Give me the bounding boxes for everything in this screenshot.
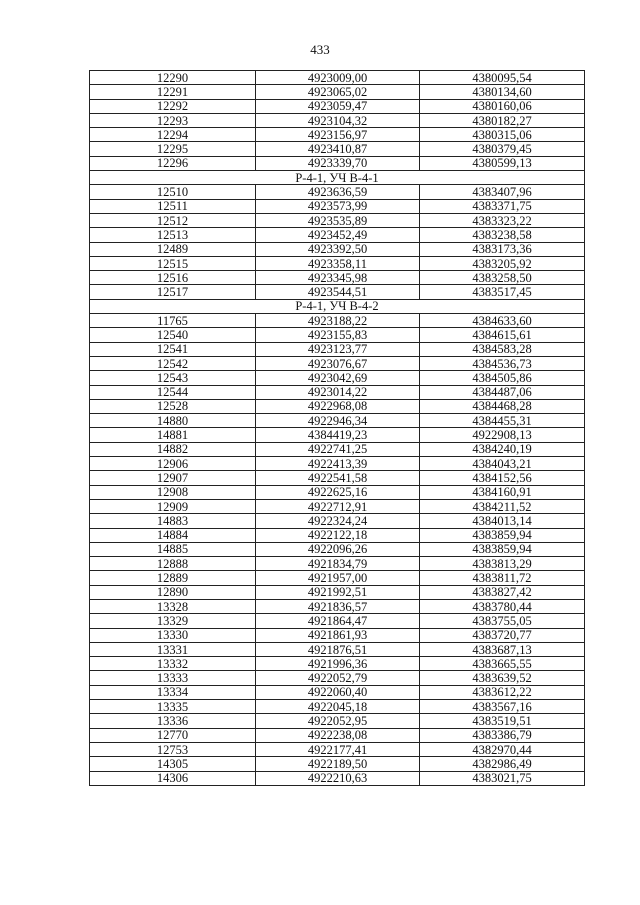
point-number-cell: 13335: [90, 700, 256, 714]
point-number-cell: 12294: [90, 128, 256, 142]
point-number-cell: 12296: [90, 156, 256, 170]
point-number-cell: 14880: [90, 414, 256, 428]
y-coordinate-cell: 4383258,50: [420, 271, 585, 285]
y-coordinate-cell: 4383780,44: [420, 599, 585, 613]
y-coordinate-cell: 4380160,06: [420, 99, 585, 113]
y-coordinate-cell: 4383517,45: [420, 285, 585, 299]
table-row: [90, 385, 585, 399]
x-coordinate-cell: 4922060,40: [256, 685, 420, 699]
y-coordinate-cell: 4383811,72: [420, 571, 585, 585]
x-coordinate-cell: 4922238,08: [256, 728, 420, 742]
x-coordinate-cell: 4922096,26: [256, 542, 420, 556]
y-coordinate-cell: 4384505,86: [420, 371, 585, 385]
table-row: [90, 314, 585, 328]
point-number-cell: 12512: [90, 213, 256, 227]
x-coordinate-cell: 4922968,08: [256, 399, 420, 413]
table-row: [90, 256, 585, 270]
y-coordinate-cell: 4383612,22: [420, 685, 585, 699]
x-coordinate-cell: 4923392,50: [256, 242, 420, 256]
y-coordinate-cell: 4384211,52: [420, 499, 585, 513]
point-number-cell: 12888: [90, 557, 256, 571]
y-coordinate-cell: 4384160,91: [420, 485, 585, 499]
table-row: [90, 614, 585, 628]
y-coordinate-cell: 4384633,60: [420, 314, 585, 328]
y-coordinate-cell: 4384455,31: [420, 414, 585, 428]
y-coordinate-cell: 4384536,73: [420, 356, 585, 370]
point-number-cell: 12290: [90, 71, 256, 85]
section-header-row: [90, 171, 585, 185]
page-number: 433: [310, 42, 330, 57]
table-row: [90, 371, 585, 385]
x-coordinate-cell: 4922052,79: [256, 671, 420, 685]
coordinates-table-body: [90, 71, 585, 786]
point-number-cell: 12293: [90, 113, 256, 127]
table-row: [90, 442, 585, 456]
x-coordinate-cell: 4923104,32: [256, 113, 420, 127]
point-number-cell: 12890: [90, 585, 256, 599]
x-coordinate-cell: 4923535,89: [256, 213, 420, 227]
y-coordinate-cell: 4383386,79: [420, 728, 585, 742]
x-coordinate-cell: 4923156,97: [256, 128, 420, 142]
x-coordinate-cell: 4923573,99: [256, 199, 420, 213]
table-row: [90, 657, 585, 671]
y-coordinate-cell: 4383827,42: [420, 585, 585, 599]
x-coordinate-cell: 4921864,47: [256, 614, 420, 628]
y-coordinate-cell: 4384615,61: [420, 328, 585, 342]
table-row: [90, 399, 585, 413]
x-coordinate-cell: 4923345,98: [256, 271, 420, 285]
point-number-cell: 12770: [90, 728, 256, 742]
point-number-cell: 13329: [90, 614, 256, 628]
table-row: [90, 700, 585, 714]
table-row: [90, 142, 585, 156]
point-number-cell: 11765: [90, 314, 256, 328]
table-row: [90, 342, 585, 356]
x-coordinate-cell: 4923358,11: [256, 256, 420, 270]
x-coordinate-cell: 4922052,95: [256, 714, 420, 728]
point-number-cell: 12908: [90, 485, 256, 499]
table-row: [90, 528, 585, 542]
table-row: [90, 514, 585, 528]
table-row: [90, 757, 585, 771]
x-coordinate-cell: 4922741,25: [256, 442, 420, 456]
point-number-cell: 12515: [90, 256, 256, 270]
x-coordinate-cell: 4922045,18: [256, 700, 420, 714]
table-row: [90, 742, 585, 756]
x-coordinate-cell: 4922946,34: [256, 414, 420, 428]
y-coordinate-cell: 4384468,28: [420, 399, 585, 413]
y-coordinate-cell: 4382986,49: [420, 757, 585, 771]
table-row: [90, 671, 585, 685]
point-number-cell: 14881: [90, 428, 256, 442]
x-coordinate-cell: 4923059,47: [256, 99, 420, 113]
point-number-cell: 12510: [90, 185, 256, 199]
section-title: Р-4-1, УЧ В-4-2: [90, 299, 585, 313]
x-coordinate-cell: 4923410,87: [256, 142, 420, 156]
table-row: [90, 156, 585, 170]
y-coordinate-cell: 4380379,45: [420, 142, 585, 156]
x-coordinate-cell: 4921834,79: [256, 557, 420, 571]
y-coordinate-cell: 4380095,54: [420, 71, 585, 85]
table-row: [90, 99, 585, 113]
x-coordinate-cell: 4922122,18: [256, 528, 420, 542]
x-coordinate-cell: 4923065,02: [256, 85, 420, 99]
coordinates-table: [89, 70, 585, 786]
point-number-cell: 12511: [90, 199, 256, 213]
x-coordinate-cell: 4923123,77: [256, 342, 420, 356]
point-number-cell: 12543: [90, 371, 256, 385]
table-row: [90, 457, 585, 471]
point-number-cell: 12517: [90, 285, 256, 299]
y-coordinate-cell: 4383205,92: [420, 256, 585, 270]
y-coordinate-cell: 4380599,13: [420, 156, 585, 170]
table-row: [90, 242, 585, 256]
table-row: [90, 557, 585, 571]
point-number-cell: 12292: [90, 99, 256, 113]
y-coordinate-cell: 4383859,94: [420, 528, 585, 542]
point-number-cell: 12889: [90, 571, 256, 585]
x-coordinate-cell: 4921861,93: [256, 628, 420, 642]
y-coordinate-cell: 4383813,29: [420, 557, 585, 571]
table-row: [90, 414, 585, 428]
point-number-cell: 12906: [90, 457, 256, 471]
table-row: [90, 228, 585, 242]
table-row: [90, 571, 585, 585]
table-row: [90, 128, 585, 142]
point-number-cell: 14884: [90, 528, 256, 542]
point-number-cell: 12291: [90, 85, 256, 99]
table-row: [90, 199, 585, 213]
point-number-cell: 14883: [90, 514, 256, 528]
y-coordinate-cell: 4380182,27: [420, 113, 585, 127]
y-coordinate-cell: 4383407,96: [420, 185, 585, 199]
table-row: [90, 71, 585, 85]
point-number-cell: 12516: [90, 271, 256, 285]
y-coordinate-cell: 4383323,22: [420, 213, 585, 227]
point-number-cell: 12540: [90, 328, 256, 342]
y-coordinate-cell: 4383173,36: [420, 242, 585, 256]
table-row: [90, 113, 585, 127]
y-coordinate-cell: 4384240,19: [420, 442, 585, 456]
x-coordinate-cell: 4923188,22: [256, 314, 420, 328]
point-number-cell: 14882: [90, 442, 256, 456]
table-row: [90, 185, 585, 199]
x-coordinate-cell: 4921957,00: [256, 571, 420, 585]
table-row: [90, 585, 585, 599]
table-row: [90, 599, 585, 613]
table-row: [90, 499, 585, 513]
x-coordinate-cell: 4923009,00: [256, 71, 420, 85]
y-coordinate-cell: 4384043,21: [420, 457, 585, 471]
point-number-cell: 12513: [90, 228, 256, 242]
point-number-cell: 13328: [90, 599, 256, 613]
y-coordinate-cell: 4380315,06: [420, 128, 585, 142]
point-number-cell: 12542: [90, 356, 256, 370]
table-row: [90, 542, 585, 556]
table-row: [90, 685, 585, 699]
table-row: [90, 85, 585, 99]
section-header-row: [90, 299, 585, 313]
point-number-cell: 14305: [90, 757, 256, 771]
y-coordinate-cell: 4384013,14: [420, 514, 585, 528]
y-coordinate-cell: 4384487,06: [420, 385, 585, 399]
x-coordinate-cell: 4923014,22: [256, 385, 420, 399]
y-coordinate-cell: 4384583,28: [420, 342, 585, 356]
x-coordinate-cell: 4922189,50: [256, 757, 420, 771]
y-coordinate-cell: 4383720,77: [420, 628, 585, 642]
point-number-cell: 12541: [90, 342, 256, 356]
table-row: [90, 628, 585, 642]
x-coordinate-cell: 4921996,36: [256, 657, 420, 671]
x-coordinate-cell: 4922324,24: [256, 514, 420, 528]
x-coordinate-cell: 4922210,63: [256, 771, 420, 785]
point-number-cell: 12528: [90, 399, 256, 413]
x-coordinate-cell: 4923076,67: [256, 356, 420, 370]
y-coordinate-cell: 4383567,16: [420, 700, 585, 714]
point-number-cell: 12489: [90, 242, 256, 256]
x-coordinate-cell: 4922625,16: [256, 485, 420, 499]
y-coordinate-cell: 4383665,55: [420, 657, 585, 671]
table-row: [90, 714, 585, 728]
point-number-cell: 12909: [90, 499, 256, 513]
point-number-cell: 12544: [90, 385, 256, 399]
point-number-cell: 14885: [90, 542, 256, 556]
table-row: [90, 642, 585, 656]
point-number-cell: 12753: [90, 742, 256, 756]
table-row: [90, 428, 585, 442]
point-number-cell: 12907: [90, 471, 256, 485]
x-coordinate-cell: 4923452,49: [256, 228, 420, 242]
x-coordinate-cell: 4922712,91: [256, 499, 420, 513]
y-coordinate-cell: 4383519,51: [420, 714, 585, 728]
table-row: [90, 271, 585, 285]
table-row: [90, 485, 585, 499]
point-number-cell: 13334: [90, 685, 256, 699]
y-coordinate-cell: 4383371,75: [420, 199, 585, 213]
table-row: [90, 285, 585, 299]
y-coordinate-cell: 4383859,94: [420, 542, 585, 556]
section-title: Р-4-1, УЧ В-4-1: [90, 171, 585, 185]
y-coordinate-cell: 4384152,56: [420, 471, 585, 485]
x-coordinate-cell: 4923155,83: [256, 328, 420, 342]
table-row: [90, 213, 585, 227]
x-coordinate-cell: 4922413,39: [256, 457, 420, 471]
x-coordinate-cell: 4923042,69: [256, 371, 420, 385]
y-coordinate-cell: 4383755,05: [420, 614, 585, 628]
x-coordinate-cell: 4922177,41: [256, 742, 420, 756]
table-row: [90, 728, 585, 742]
y-coordinate-cell: 4383021,75: [420, 771, 585, 785]
x-coordinate-cell: 4384419,23: [256, 428, 420, 442]
point-number-cell: 12295: [90, 142, 256, 156]
x-coordinate-cell: 4923339,70: [256, 156, 420, 170]
y-coordinate-cell: 4382970,44: [420, 742, 585, 756]
point-number-cell: 13331: [90, 642, 256, 656]
x-coordinate-cell: 4923544,51: [256, 285, 420, 299]
x-coordinate-cell: 4923636,59: [256, 185, 420, 199]
point-number-cell: 13330: [90, 628, 256, 642]
y-coordinate-cell: 4922908,13: [420, 428, 585, 442]
table-row: [90, 356, 585, 370]
y-coordinate-cell: 4383238,58: [420, 228, 585, 242]
table-row: [90, 328, 585, 342]
point-number-cell: 13332: [90, 657, 256, 671]
y-coordinate-cell: 4383687,13: [420, 642, 585, 656]
point-number-cell: 13333: [90, 671, 256, 685]
x-coordinate-cell: 4921992,51: [256, 585, 420, 599]
point-number-cell: 14306: [90, 771, 256, 785]
x-coordinate-cell: 4922541,58: [256, 471, 420, 485]
y-coordinate-cell: 4380134,60: [420, 85, 585, 99]
point-number-cell: 13336: [90, 714, 256, 728]
x-coordinate-cell: 4921876,51: [256, 642, 420, 656]
table-row: [90, 771, 585, 785]
y-coordinate-cell: 4383639,52: [420, 671, 585, 685]
table-row: [90, 471, 585, 485]
x-coordinate-cell: 4921836,57: [256, 599, 420, 613]
